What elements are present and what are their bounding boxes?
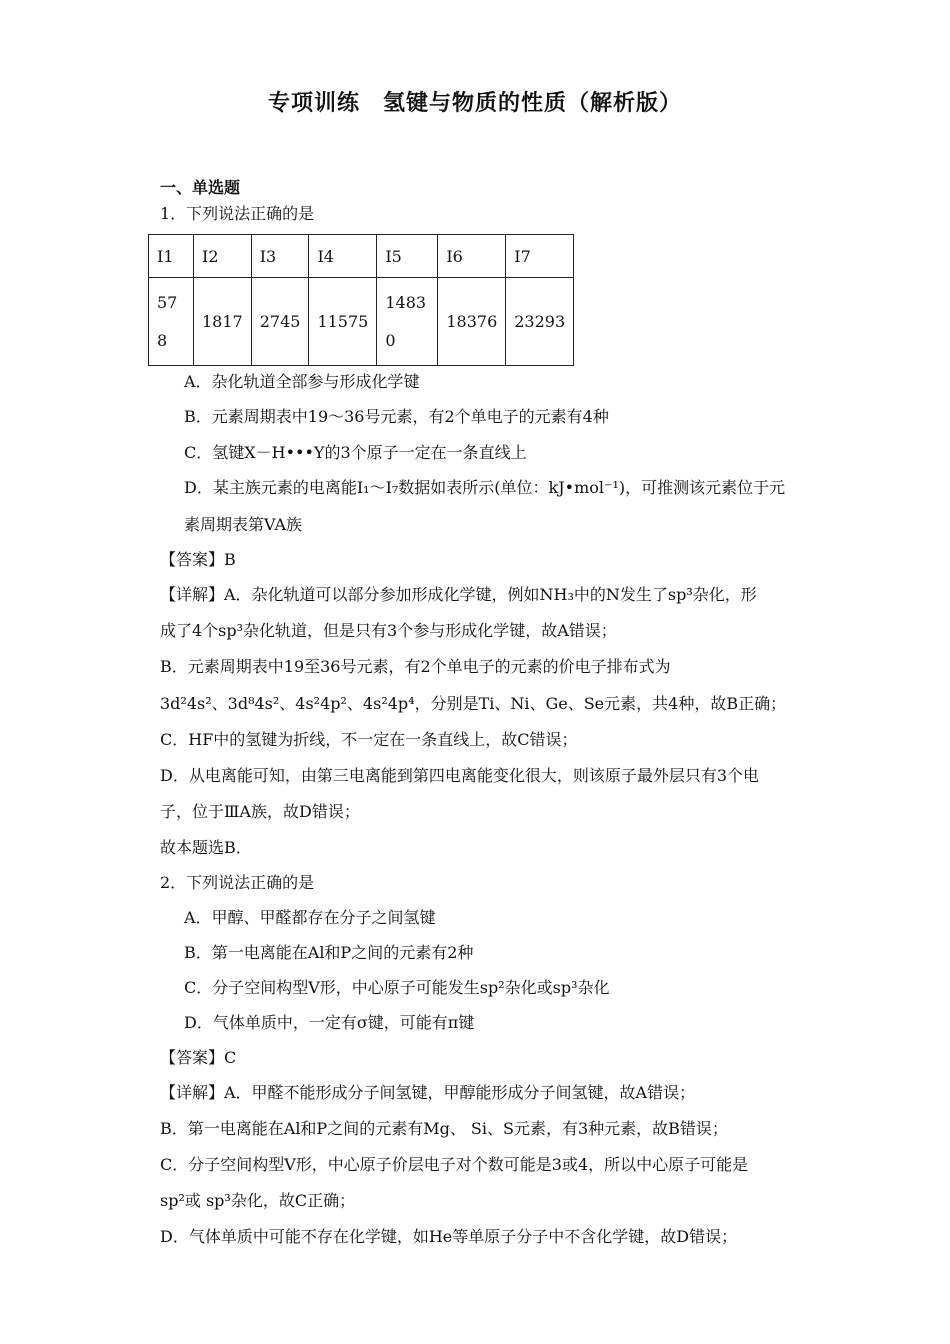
q2-answer: 【答案】C bbox=[160, 1048, 237, 1067]
q2-explanation-line: sp²或 sp³杂化，故C正确； bbox=[160, 1191, 356, 1210]
q2-option-d: D．气体单质中，一定有σ键，可能有π键 bbox=[184, 1013, 475, 1032]
q2-stem: 2．下列说法正确的是 bbox=[160, 873, 315, 892]
section-heading: 一、单选题 bbox=[160, 178, 241, 197]
q1-option-a: A．杂化轨道全部参与形成化学键 bbox=[184, 372, 420, 391]
table-header-cell: I3 bbox=[251, 235, 309, 278]
table-cell: 1817 bbox=[194, 278, 252, 366]
table-cell: 578 bbox=[149, 278, 194, 366]
q2-explanation-line: D．气体单质中可能不存在化学键，如He等单原子分子中不含化学键，故D错误； bbox=[160, 1227, 738, 1246]
q2-option-c: C．分子空间构型V形，中心原子可能发生sp²杂化或sp³杂化 bbox=[184, 978, 610, 997]
q1-explanation-line: 3d²4s²、3d⁸4s²、4s²4p²、4s²4p⁴，分别是Ti、Ni、Ge、Se元素，共4种，故B正确； bbox=[160, 694, 787, 713]
table-header-cell: I1 bbox=[149, 235, 194, 278]
table-cell: 18376 bbox=[438, 278, 506, 366]
q2-explanation-line: 【详解】A．甲醛不能形成分子间氢键，甲醇能形成分子间氢键，故A错误； bbox=[160, 1083, 696, 1102]
q1-explanation-line: C．HF中的氢键为折线，不一定在一条直线上，故C错误； bbox=[160, 730, 578, 749]
q1-option-d: D．某主族元素的电离能I₁～I₇数据如表所示(单位：kJ•mol⁻¹)，可推测该元素位于元 bbox=[184, 478, 786, 497]
table-cell: 11575 bbox=[309, 278, 377, 366]
q1-explanation-line: 故本题选B． bbox=[160, 838, 252, 857]
q2-explanation-line: B．第一电离能在Al和P之间的元素有Mg、 Si、S元素，有3种元素，故B错误； bbox=[160, 1119, 728, 1138]
q1-explanation-line: D．从电离能可知，由第三电离能到第四电离能变化很大，则该原子最外层只有3个电 bbox=[160, 766, 760, 785]
table-cell: 23293 bbox=[506, 278, 574, 366]
document-title: 专项训练 氢键与物质的性质（解析版） bbox=[267, 91, 682, 116]
table-row bbox=[149, 278, 574, 366]
q1-explanation-line: 成了4个sp³杂化轨道，但是只有3个参与形成化学键，故A错误； bbox=[160, 621, 617, 640]
table-cell: 14830 bbox=[377, 278, 438, 366]
q1-explanation-line: 【详解】A．杂化轨道可以部分参加形成化学键，例如NH₃中的N发生了sp³杂化，形 bbox=[160, 585, 757, 604]
q1-answer: 【答案】B bbox=[160, 550, 236, 569]
table-cell: 2745 bbox=[251, 278, 309, 366]
q1-stem: 1．下列说法正确的是 bbox=[160, 204, 315, 223]
q2-explanation-line: C．分子空间构型V形，中心原子价层电子对个数可能是3或4，所以中心原子可能是 bbox=[160, 1155, 749, 1174]
q1-option-b: B．元素周期表中19～36号元素，有2个单电子的元素有4种 bbox=[184, 407, 609, 426]
table-header-cell: I5 bbox=[377, 235, 438, 278]
q2-option-b: B．第一电离能在Al和P之间的元素有2种 bbox=[184, 943, 474, 962]
table-header-cell: I7 bbox=[506, 235, 574, 278]
table-header-row bbox=[149, 235, 574, 278]
q1-explanation-line: B．元素周期表中19至36号元素，有2个单电子的元素的价电子排布式为 bbox=[160, 657, 671, 676]
q2-option-a: A．甲醇、甲醛都存在分子之间氢键 bbox=[184, 908, 436, 927]
table-header-cell: I4 bbox=[309, 235, 377, 278]
q1-explanation-line: 子，位于ⅢA族，故D错误； bbox=[160, 802, 360, 821]
q1-option-d-cont: 素周期表第VA族 bbox=[184, 515, 303, 534]
table-header-cell: I6 bbox=[438, 235, 506, 278]
q1-option-c: C．氢键X－H•••Y的3个原子一定在一条直线上 bbox=[184, 443, 527, 462]
ionization-energy-table bbox=[148, 234, 574, 366]
table-header-cell: I2 bbox=[194, 235, 252, 278]
